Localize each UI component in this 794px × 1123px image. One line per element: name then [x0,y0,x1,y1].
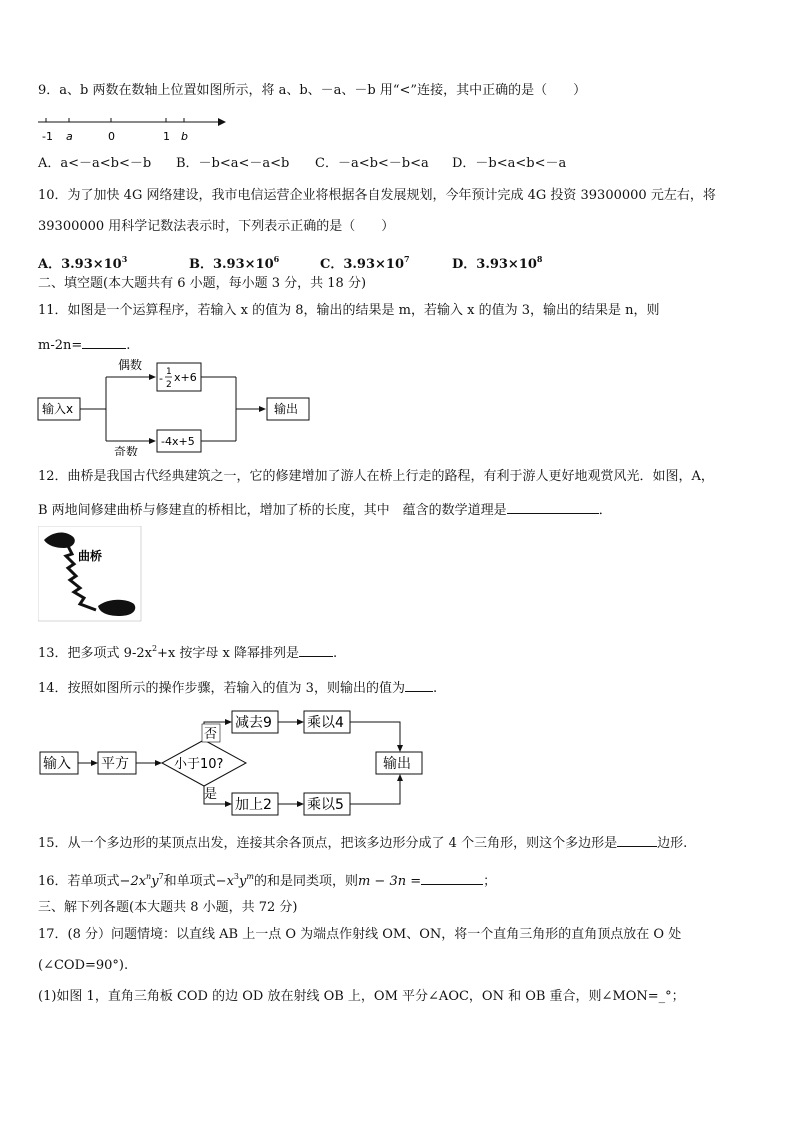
q17-line3: (1)如图 1，直角三角板 COD 的边 OD 放在射线 OB 上，OM 平分∠AOC，ON 和 OB 重合，则∠MON=_°； [38,989,685,1004]
flow-mul4-box: 乘以4 [307,715,344,731]
arrow-right-icon [91,760,98,766]
answer-blank [507,499,599,514]
q15-line: 15．从一个多边形的某顶点出发，连接其余各顶点，把该多边形分成了 4 个三角形，则这个多边形是 边形. [38,832,687,853]
flow-odd-label: 奇数 [114,445,139,456]
flow-decision: 小于10? [174,757,224,772]
flow-sub-box: 减去9 [235,715,272,731]
q12-line2: B 两地间修建曲桥与修建直的桥相比，增加了桥的长度，其中 蕴含的数学道理是 ． [38,499,612,520]
arrow-right-icon [155,760,162,766]
q9-option-a: A．a<－a<b<－b [38,156,152,171]
flow-input-box: 输入 [43,756,71,772]
q10-option-d: D．$3.93\times 10^8$ [452,254,543,272]
axis-label: b [181,130,188,143]
q13-line: 13．把多项式 $9-2x^2+x$ 按字母 x 降幂排列是 . [38,644,338,661]
arrow-right-icon [225,719,232,725]
arrow-right-icon [297,719,304,725]
svg-text:1: 1 [166,367,172,377]
q16-line: 16．若单项式$-2x^ny^7$和单项式$-x^3y^m$的和是同类项，则m − 3n = ； [38,872,497,889]
flow-output-box: 输出 [274,402,299,416]
arrow-right-icon [225,801,232,807]
answer-blank [617,832,657,847]
flow-no-label: 否 [204,727,218,742]
arrow-right-icon [259,406,266,412]
zigzag-bridge-figure [38,526,142,622]
arrow-down-icon [397,745,403,752]
q9-option-b: B．－b<a<－a<b [176,156,290,171]
flow-square-box: 平方 [101,756,129,772]
svg-text:-: - [159,372,163,385]
arrow-right-icon [218,118,226,126]
flow-yes-label: 是 [204,787,218,802]
q9-option-d: D．－b<a<b<－a [452,156,567,171]
answer-blank [405,677,433,692]
arrow-up-icon [397,774,403,781]
land-a [44,533,75,548]
svg-text:2: 2 [166,380,172,390]
answer-blank [82,334,126,349]
answer-blank [299,642,333,657]
q12-line1: 12．曲桥是我国古代经典建筑之一，它的修建增加了游人在桥上行走的路程，有利于游人更好地观赏风光．如图，A， [38,469,714,484]
q11-flowchart [36,352,326,456]
arrow-right-icon [297,801,304,807]
q10-line2: 39300000 用科学记数法表示时，下列表示正确的是（ ） [38,219,395,234]
q10-line1: 10．为了加快 4G 网络建设，我市电信运营企业将根据各自发展规划，今年预计完成 4G 投资 39300000 元左右，将 [38,188,716,203]
q14-flowchart [36,708,436,820]
axis-label: -1 [42,130,53,143]
section-3-heading: 三、解下列各题(本大题共 8 小题，共 72 分) [38,900,298,915]
q17-line2: (∠COD=90°). [38,958,129,973]
q10-option-c: C．$3.93\times 10^7$ [320,254,410,272]
flow-mul5-box: 乘以5 [307,797,344,813]
arrow-right-icon [149,374,156,380]
q10-option-a: A．$3.93\times 10^3$ [38,254,128,272]
q9-stem: 9．a、b 两数在数轴上位置如图所示，将 a、b、－a、－b 用“<”连接，其中正确的是（ ） [38,83,587,98]
axis-label: 1 [163,130,170,143]
flow-output-box: 输出 [383,756,411,772]
q9-option-c: C．－a<b<－b<a [315,156,429,171]
axis-label: 0 [108,130,115,143]
number-line [36,112,236,144]
flow-even-label: 偶数 [118,358,143,372]
flow-even-box: x+6 [174,371,197,384]
q14-line: 14．按照如图所示的操作步骤，若输入的值为 3，则输出的值为 . [38,677,437,698]
arrow-right-icon [149,438,156,444]
q11-line2: m-2n= . [38,334,130,355]
q11-line1: 11．如图是一个运算程序，若输入 x 的值为 8，输出的结果是 m，若输入 x 的值为 3，输出的结果是 n，则 [38,303,660,318]
figure-label: 曲桥 [78,549,103,563]
q17-line1: 17．(8 分）问题情境：以直线 AB 上一点 O 为端点作射线 OM、ON，将一个直角三角形的直角顶点放在 O 处 [38,927,682,942]
land-b [98,600,135,616]
axis-label: a [66,130,73,143]
section-2-heading: 二、填空题(本大题共有 6 小题，每小题 3 分，共 18 分) [38,276,367,291]
answer-blank [421,870,483,885]
flow-add-box: 加上2 [235,797,272,813]
flow-input-box: 输入x [42,402,74,416]
q10-option-b: B．$3.93\times 10^6$ [189,254,280,272]
flow-odd-box: -4x+5 [161,435,195,448]
